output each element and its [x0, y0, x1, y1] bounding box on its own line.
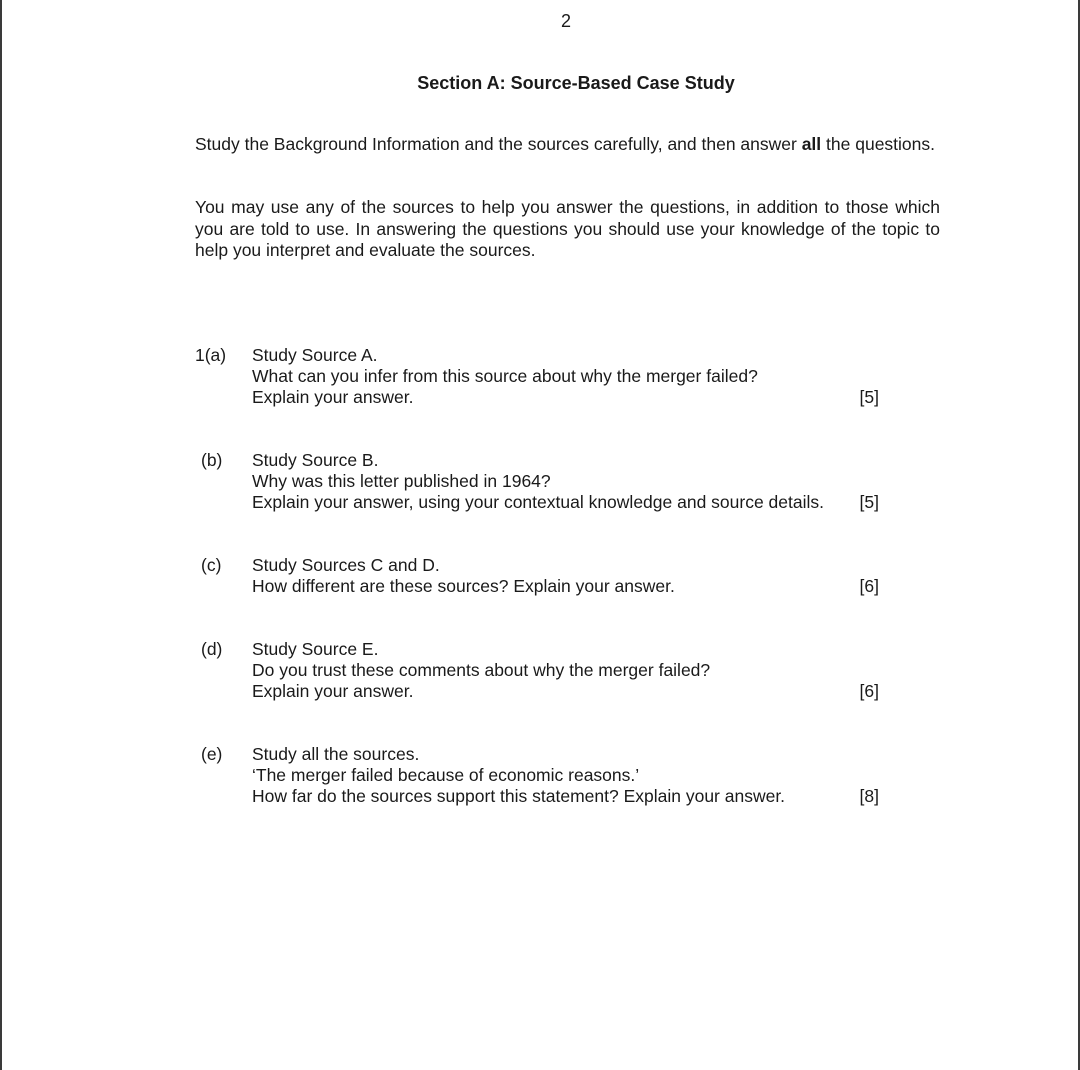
page-number: 2	[560, 11, 571, 31]
question-line: Study Source B.	[252, 450, 379, 470]
question-marks: [6]	[859, 681, 879, 701]
question-line: Study Source A.	[252, 345, 378, 365]
question-line: Explain your answer, using your contextual knowledge and source details.	[252, 492, 825, 512]
question-marks: [5]	[859, 492, 879, 512]
section-title: Section A: Source-Based Case Study	[417, 73, 735, 93]
question-label: (e)	[201, 744, 223, 764]
question-marks: [6]	[859, 576, 879, 596]
question-body	[252, 450, 885, 513]
question-line: Explain your answer.	[252, 387, 414, 407]
question-marks: [5]	[859, 387, 879, 407]
question-line: Study Sources C and D.	[252, 555, 440, 575]
question-body	[252, 345, 885, 408]
question-label: 1(a)	[195, 345, 227, 365]
question-line: Explain your answer.	[252, 681, 414, 701]
question-label: (b)	[201, 450, 223, 470]
instructions-paragraph-1	[195, 134, 940, 156]
question-line: How far do the sources support this statement? Explain your answer.	[252, 786, 786, 806]
instructions-text: the questions.	[821, 134, 935, 154]
question-body	[252, 744, 885, 807]
question-marks: [8]	[859, 786, 879, 806]
question-body	[252, 555, 885, 597]
question-line: Study all the sources.	[252, 744, 420, 764]
question-line: Do you trust these comments about why the merger failed?	[252, 660, 711, 680]
question-line: ‘The merger failed because of economic reasons.’	[252, 765, 640, 785]
question-label: (d)	[201, 639, 223, 659]
question-line: How different are these sources? Explain your answer.	[252, 576, 675, 596]
question-label: (c)	[201, 555, 222, 575]
instructions-emphasis: all	[801, 134, 822, 154]
question-line: What can you infer from this source about why the merger failed?	[252, 366, 758, 386]
instructions-paragraph-2: You may use any of the sources to help you answer the questions, in addition to those which you are told to use. In answering the questions you should use your knowledge of the topic to help you interpret and evaluate the sources.	[195, 197, 940, 260]
question-line: Why was this letter published in 1964?	[252, 471, 551, 491]
instructions-text: Study the Background Information and the sources carefully, and then answer	[195, 134, 802, 154]
question-line: Study Source E.	[252, 639, 379, 659]
question-body	[252, 639, 885, 702]
